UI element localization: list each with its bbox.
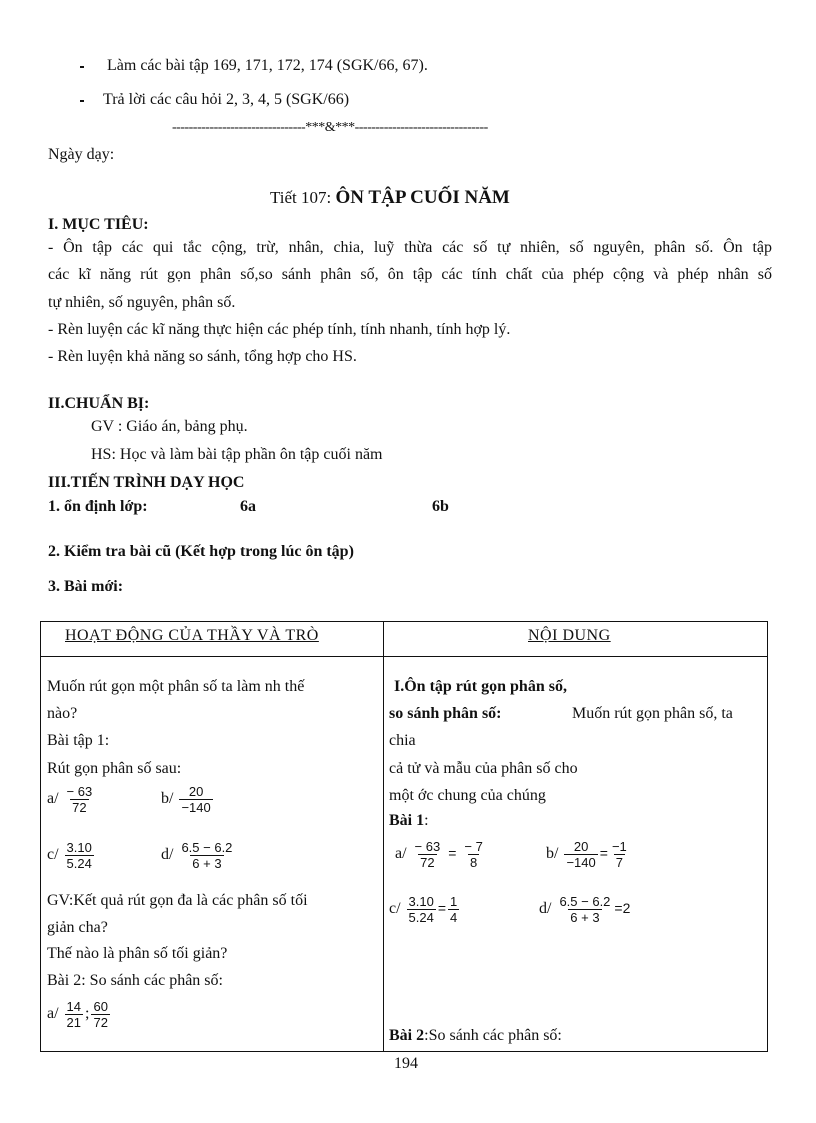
- column-divider: [383, 622, 384, 1051]
- fraction: $\frac{1}{4}$: [450, 894, 458, 925]
- rule-text: một ớc chung của chúng: [389, 787, 546, 804]
- fraction: $\frac{60}{72}$: [93, 999, 108, 1030]
- answer-d: d/ $\frac{6.5 - 6.2}{6 + 3}$ =2: [539, 894, 631, 925]
- bullet-icon: [80, 58, 84, 76]
- fraction-item-d: d/ $\frac{6.5 - 6.2}{6 + 3}$: [161, 840, 233, 871]
- fraction-item-c: c/ $\frac{3.10}{5.24}$: [47, 840, 92, 871]
- exercise-task: Rút gọn phân số sau:: [47, 760, 182, 777]
- lesson-title: [270, 187, 510, 209]
- left-column-header: HOẠT ĐỘNG CỦA THẦY VÀ TRÒ: [65, 627, 319, 644]
- fraction-item-compare: a/ $\frac{14}{21}$ ; $\frac{60}{72}$: [47, 999, 108, 1030]
- fraction: $\frac{14}{21}$: [66, 999, 82, 1030]
- fraction: $\frac{3.10}{5.24}$: [408, 894, 434, 925]
- fraction: $\frac{- 63}{72}$: [414, 839, 441, 870]
- question-text: Thế nào là phân số tối giản?: [47, 945, 228, 962]
- exercise-label: Bài 2: So sánh các phân số:: [47, 972, 223, 989]
- rule-text: chia: [389, 732, 416, 749]
- separator: --------------------------------***&***--------------------------------: [172, 120, 488, 135]
- teacher-question: giản cha?: [47, 919, 108, 936]
- fraction: $\frac{20}{-140}$: [566, 839, 596, 870]
- objective-line: tự nhiên, số nguyên, phân số.: [48, 294, 236, 311]
- answer-a: a/ $\frac{- 63}{72}$ = $\frac{- 7}{8}$: [395, 839, 483, 870]
- lesson-name: ÔN TẬP CUỐI NĂM: [335, 187, 510, 208]
- fraction: $\frac{3.10}{5.24}$: [66, 840, 92, 871]
- process-heading: III.TIẾN TRÌNH DẠY HỌC: [48, 474, 245, 491]
- objective-line: - Rèn luyện khả năng so sánh, tổng hợp cho HS.: [48, 348, 357, 365]
- exercise-label: Bài tập 1:: [47, 732, 110, 749]
- header-divider: [41, 656, 767, 657]
- objectives-heading: I. MỤC TIÊU:: [48, 216, 149, 233]
- homework-item: Làm các bài tập 169, 171, 172, 174 (SGK/66, 67).: [107, 57, 428, 74]
- question-text: Muốn rút gọn một phân số ta làm nh thế: [47, 678, 305, 695]
- objective-line: - Ôn tập các qui tắc cộng, trừ, nhân, chia, luỹ thừa các số tự nhiên, số nguyên, phân số. Ôn tập: [48, 239, 772, 256]
- section-heading: so sánh phân số:: [389, 705, 502, 722]
- teacher-question: GV:Kết quả rút gọn đa là các phân số tối: [47, 892, 308, 909]
- answer-label: Bài 2:So sánh các phân số:: [389, 1027, 562, 1044]
- lesson-prefix: Tiết 107:: [270, 188, 332, 207]
- step-1-label: 1. ổn định lớp:: [48, 498, 148, 515]
- answer-c: c/ $\frac{3.10}{5.24}$ = $\frac{1}{4}$: [389, 894, 458, 925]
- fraction: $\frac{6.5 - 6.2}{6 + 3}$: [181, 840, 233, 871]
- homework-item: Trả lời các câu hỏi 2, 3, 4, 5 (SGK/66): [103, 91, 350, 108]
- rule-text: Muốn rút gọn phân số, ta: [572, 705, 733, 722]
- step-3: 3. Bài mới:: [48, 578, 124, 595]
- objective-line: - Rèn luyện các kĩ năng thực hiện các phép tính, tính nhanh, tính hợp lý.: [48, 321, 511, 338]
- page-number: 194: [394, 1055, 418, 1072]
- class-6b: 6b: [432, 498, 449, 515]
- fraction-item-a: a/ $\frac{- 63}{72}$: [47, 784, 93, 815]
- prep-heading: II.CHUẨN BỊ:: [48, 395, 150, 412]
- objective-line: các kĩ năng rút gọn phân số,so sánh phân số, ôn tập các tính chất của phép cộng và phép nhân số: [48, 266, 772, 283]
- lesson-table: [40, 621, 768, 1052]
- fraction: $\frac{20}{-140}$: [181, 784, 211, 815]
- section-heading: I.Ôn tập rút gọn phân số,: [394, 678, 567, 695]
- fraction: $\frac{-1}{7}$: [611, 839, 627, 870]
- fraction: $\frac{6.5 - 6.2}{6 + 3}$: [559, 894, 611, 925]
- step-2: 2. Kiểm tra bài cũ (Kết hợp trong lúc ôn tập): [48, 543, 354, 560]
- answer-label: Bài 1:: [389, 812, 429, 829]
- question-text: nào?: [47, 705, 78, 722]
- prep-gv: GV : Giáo án, bảng phụ.: [91, 418, 248, 435]
- class-6a: 6a: [240, 498, 256, 515]
- prep-hs: HS: Học và làm bài tập phần ôn tập cuối năm: [91, 446, 383, 463]
- answer-b: b/ $\frac{20}{-140}$ = $\frac{-1}{7}$: [546, 839, 627, 870]
- date-label: Ngày dạy:: [48, 146, 115, 163]
- right-column-header: NỘI DUNG: [528, 627, 611, 644]
- fraction: $\frac{- 63}{72}$: [66, 784, 93, 815]
- fraction: $\frac{- 7}{8}$: [464, 839, 483, 870]
- bullet-icon: [80, 92, 84, 110]
- rule-text: cả tử và mẫu của phân số cho: [389, 760, 578, 777]
- fraction-item-b: b/ $\frac{20}{-140}$: [161, 784, 211, 815]
